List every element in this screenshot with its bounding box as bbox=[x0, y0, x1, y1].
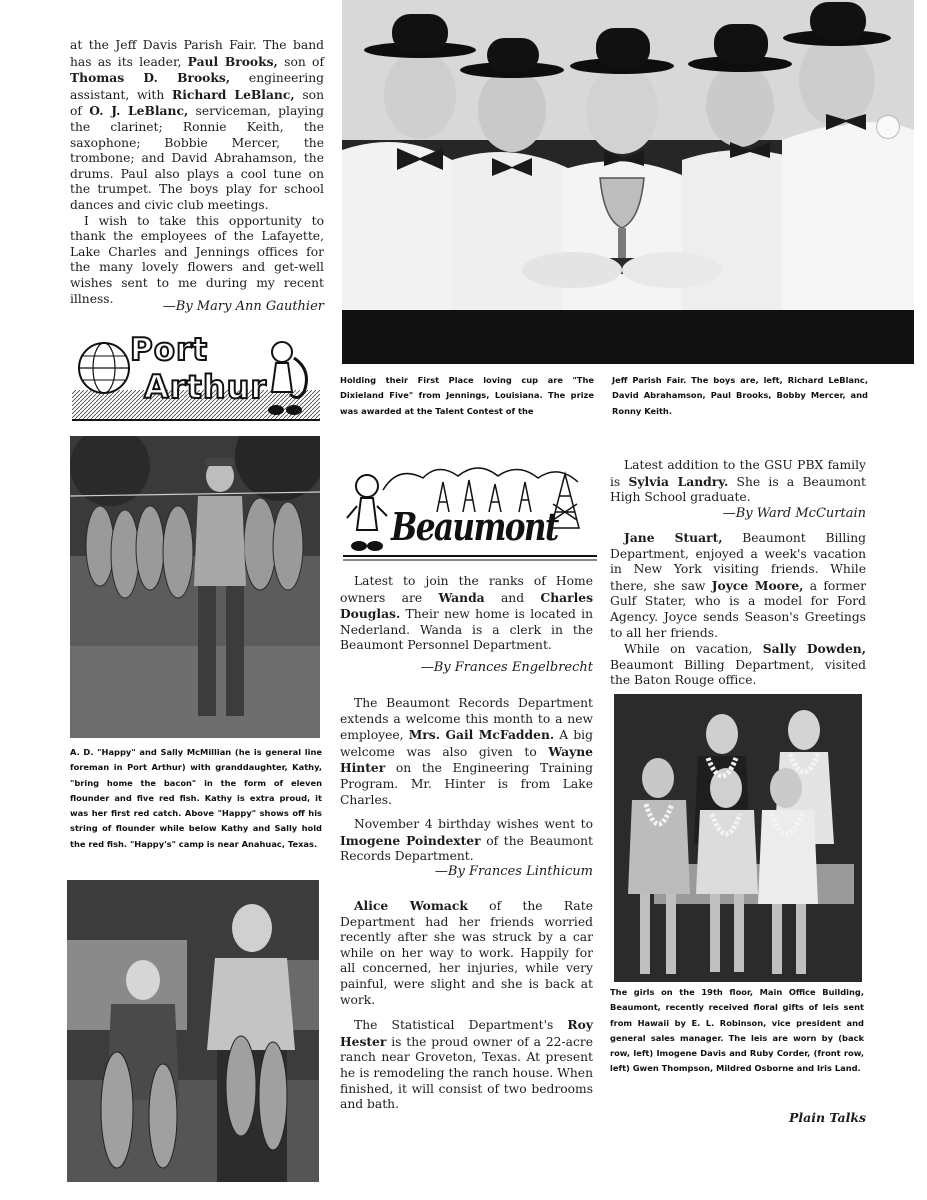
intro-paragraph-1: at the Jeff Davis Parish Fair. The band has as its leader, Paul Brooks, son of Thomas D. Brooks, engineering assistant, with Richard LeBlanc, son of O. J. LeBlanc, serviceman, playing the clarinet; Ronnie Keith, the saxophone; Bobbie Mercer, the trombone; and David Abrahamson, the drums. Paul also plays a cool tune on the trumpet. The boys play for school dances and civic club meetings. bbox=[70, 38, 325, 212]
fish-caption: A. D. "Happy" and Sally McMillian (he is general line foreman in Port Arthur) with granddaughter, Kathy, "bring home the bacon" in the form of eleven flounder and five red fish. Kathy is extra proud, it was her first red catch. Above "Happy" shows off his string of flounder while below Kathy and Sally hold the red fish. "Happy's" camp is near Anahuac, Texas. bbox=[70, 747, 322, 849]
beaumont-col1-byline1: —By Frances Engelbrecht bbox=[420, 660, 593, 675]
port-arthur-masthead bbox=[72, 330, 320, 424]
globe-icon bbox=[79, 343, 129, 393]
beaumont-col2-p2: Jane Stuart, Beaumont Billing Department, enjoyed a week's vacation in New York visiting friends. While there, she saw Joyce Moore, a former Gulf Stater, who is a model for Ford Agency. Joyce sends Season's Greetings to all her friends. bbox=[610, 530, 866, 640]
clouds-decoration bbox=[383, 468, 578, 490]
port-arthur-title-line1: Port bbox=[130, 332, 209, 368]
beaumont-col1-bottom bbox=[340, 898, 593, 1113]
girls-caption: The girls on the 19th floor, Main Office Building, Beaumont, recently received floral gifts of leis sent from Hawaii by E. L. Robinson, vice president and general sales manager. The leis are worn by (back row, left) Imogene Davis and Ruby Corder, (front row, left) Gwen Thompson, Mildred Osborne and Iris Land. bbox=[610, 987, 864, 1074]
fish-string-photo bbox=[70, 436, 320, 738]
beaumont-col1 bbox=[340, 574, 593, 654]
beaumont-col2 bbox=[610, 458, 866, 506]
beaumont-col1-p3: November 4 birthday wishes went to Imogene Poindexter of the Beaumont Records Department. bbox=[340, 817, 593, 864]
binder-hole bbox=[876, 115, 900, 139]
beaumont-title: Beaumont bbox=[391, 504, 558, 549]
beaumont-col1-p4: Alice Womack of the Rate Department had her friends worried recently after she was struck by a car while on her way to work. Happily for all concerned, her injuries, while very painful, were slight and she is back at work. bbox=[340, 898, 593, 1007]
beaumont-masthead bbox=[343, 460, 597, 564]
intro-text bbox=[70, 38, 324, 307]
port-arthur-title-line2: Arthur bbox=[144, 368, 268, 406]
beaumont-col1-p5: The Statistical Department's Roy Hester is the proud owner of a 22-acre ranch near Groveton, Texas. At present he is remodeling the ranch house. When finished, it will consist of two bedrooms and bath. bbox=[340, 1017, 593, 1112]
beaumont-col1-p1: Latest to join the ranks of Home owners are Wanda and Charles Douglas. Their new home is located in Nederland. Wanda is a clerk in the Beaumont Personnel Department. bbox=[340, 574, 593, 653]
beaumont-col2-lower bbox=[610, 530, 866, 689]
intro-paragraph-2: I wish to take this opportunity to thank the employees of the Lafayette, Lake Charles and Jennings offices for the many lovely flowers and get-well wishes sent to me during my recent illness. bbox=[70, 213, 324, 306]
beaumont-col2-byline1: —By Ward McCurtain bbox=[722, 506, 866, 521]
beaumont-col2-p1: Latest addition to the GSU PBX family is Sylvia Landry. She is a Beaumont High School graduate. bbox=[610, 458, 866, 505]
mascot-reddy-icon bbox=[347, 475, 387, 551]
red-fish-photo bbox=[67, 880, 319, 1182]
intro-byline: —By Mary Ann Gauthier bbox=[162, 299, 324, 314]
publication-footer: Plain Talks bbox=[789, 1110, 867, 1125]
girls-19th-floor-photo bbox=[614, 694, 862, 982]
beaumont-col1-byline2: —By Frances Linthicum bbox=[434, 864, 593, 879]
beaumont-col1-lower bbox=[340, 696, 593, 865]
band-photo bbox=[342, 0, 914, 364]
beaumont-col1-p2: The Beaumont Records Department extends a welcome this month to a new employee, Mrs. Gail McFadden. A big welcome was also given to Wayne Hinter on the Engineering Training Program. Mr. Hinter is from Lake Charles. bbox=[340, 696, 593, 807]
band-caption-col1: Holding their First Place loving cup are "The Dixieland Five" from Jennings, Louisiana. The prize was awarded at the Talent Contest of the bbox=[340, 375, 594, 416]
beaumont-col2-p3: While on vacation, Sally Dowden, Beaumont Billing Department, visited the Baton Rouge office. bbox=[610, 641, 866, 688]
band-caption-col2: Jeff Parish Fair. The boys are, left, Richard LeBlanc, David Abrahamson, Paul Brooks, Bobby Mercer, and Ronny Keith. bbox=[612, 375, 868, 416]
